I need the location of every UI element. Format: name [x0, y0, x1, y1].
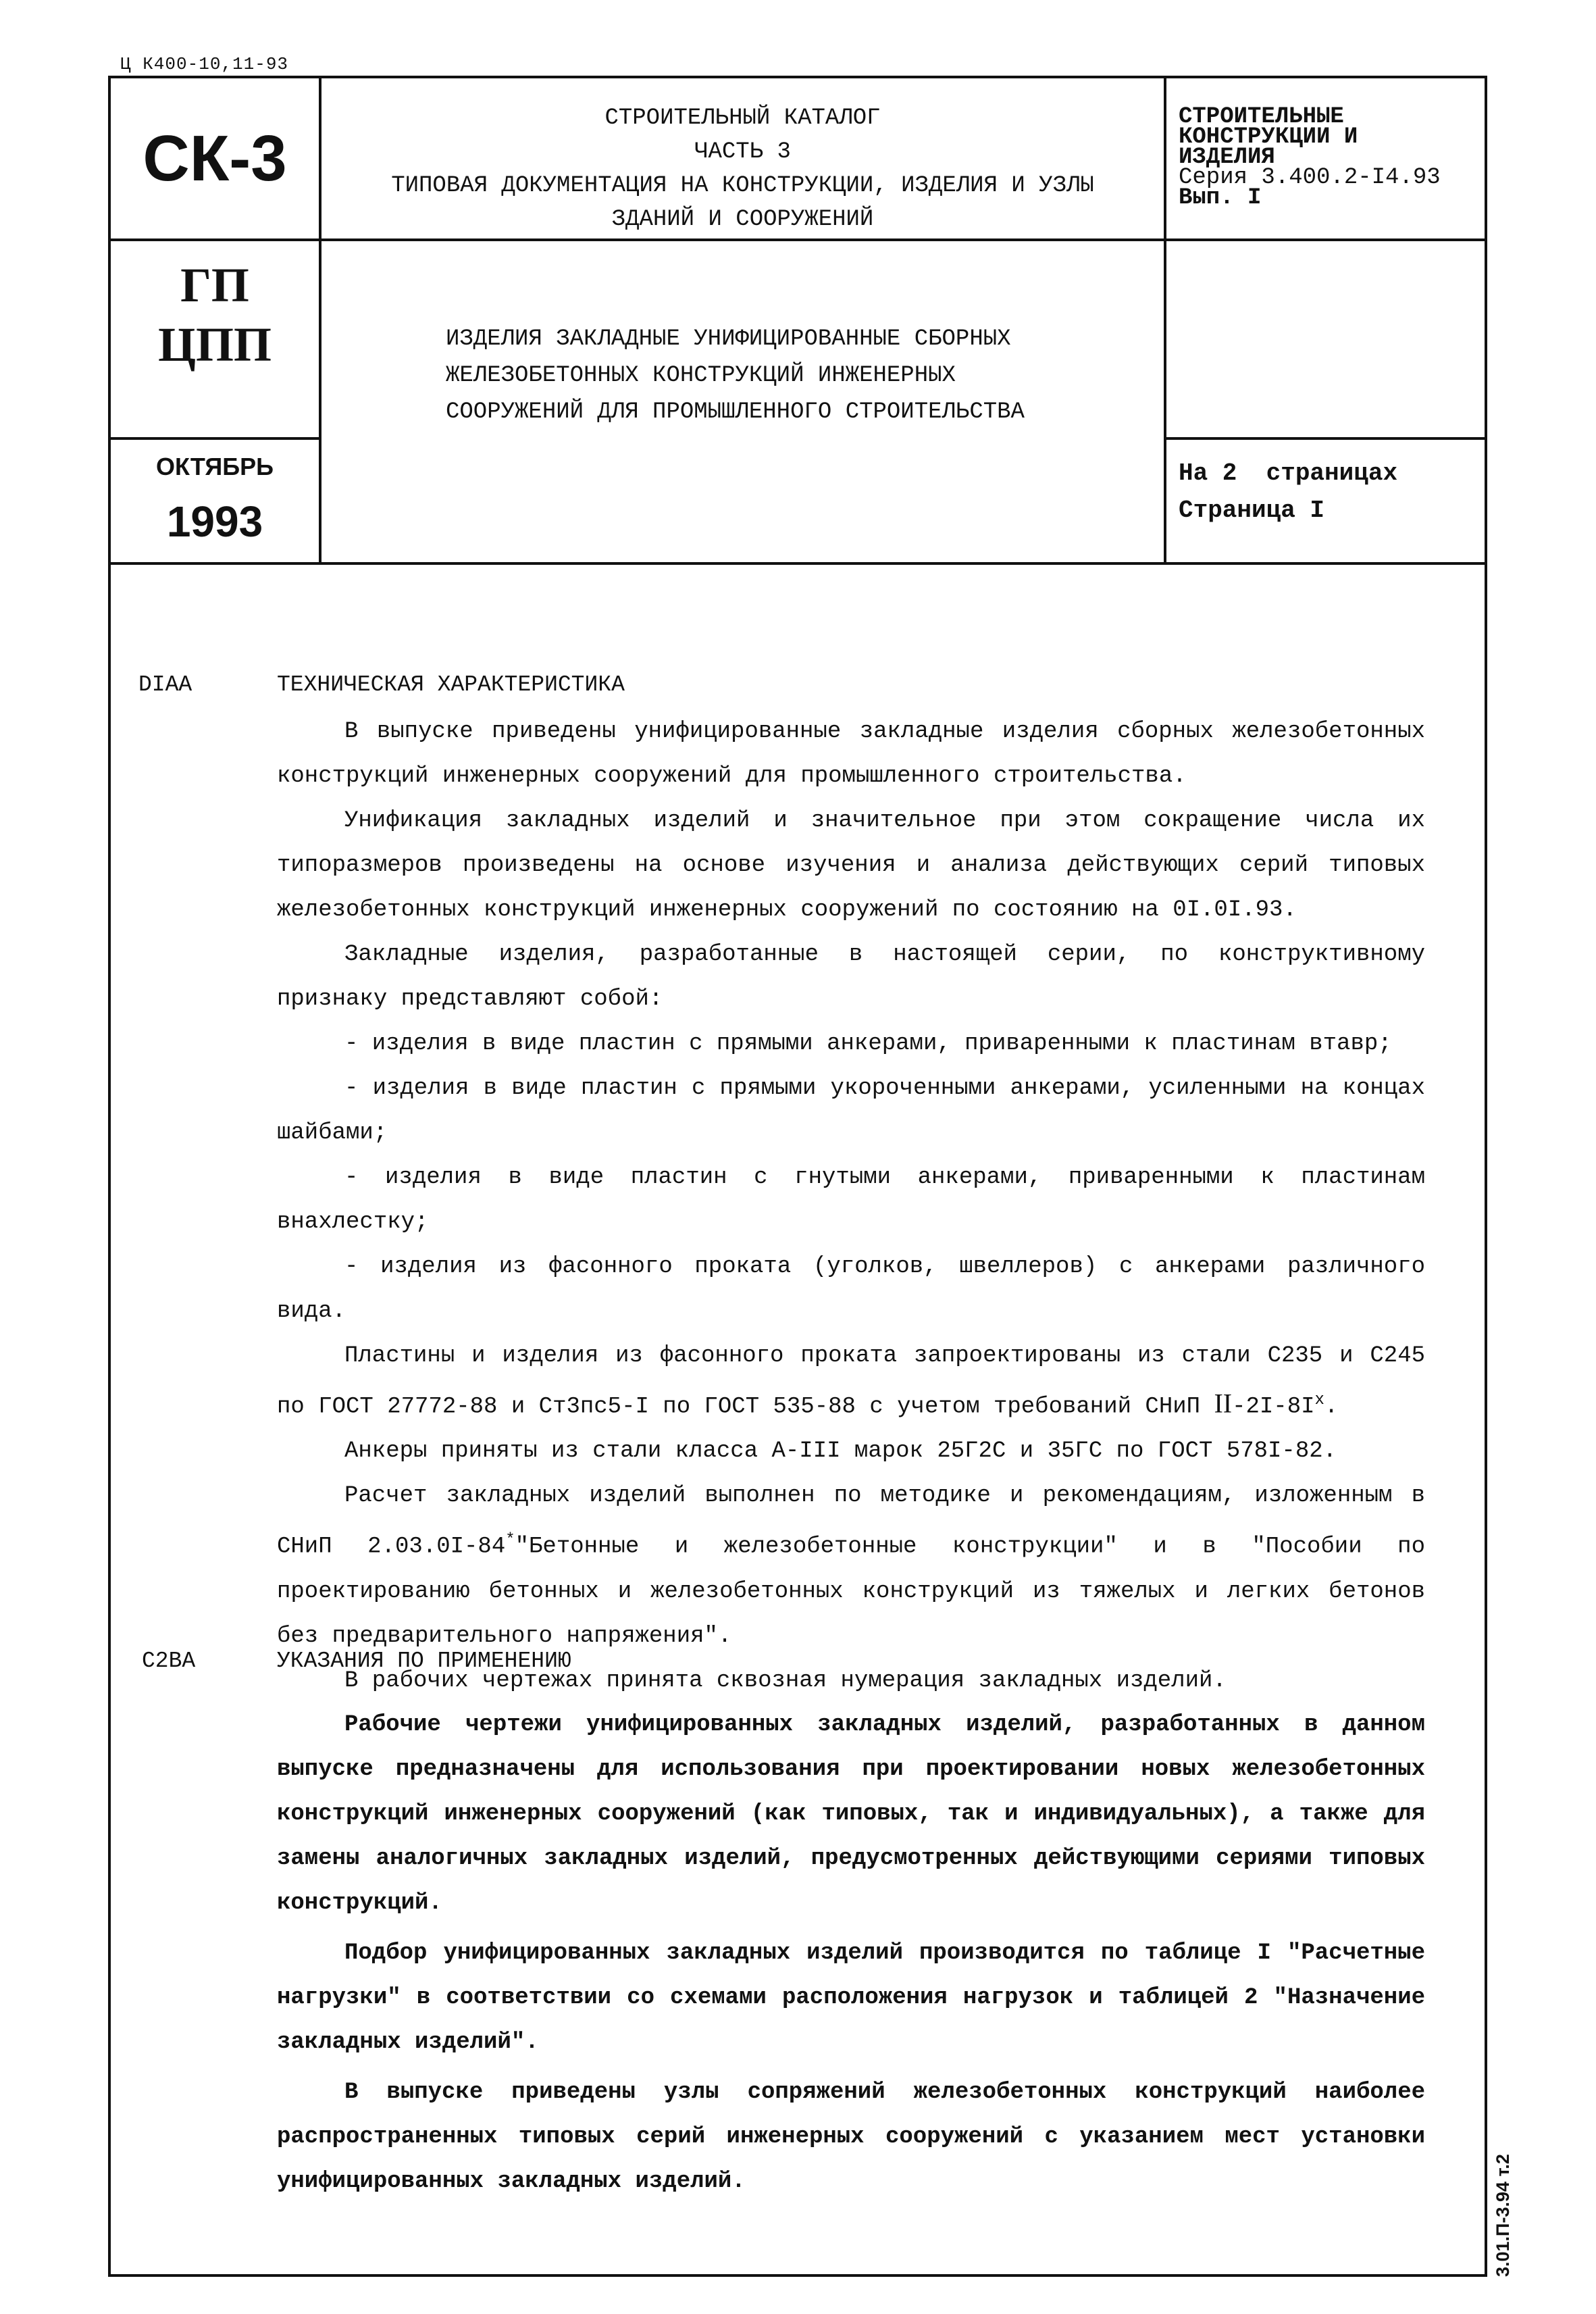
title-line: ИЗДЕЛИЯ ЗАКЛАДНЫЕ УНИФИЦИРОВАННЫЕ СБОРНЫХ	[446, 326, 1011, 352]
catalog-line: ЗДАНИЙ И СООРУЖЕНИЙ	[611, 207, 874, 232]
list-item: - изделия из фасонного проката (уголков, швеллеров) с анкерами различного вида.	[277, 1254, 1425, 1324]
paragraph: Унификация закладных изделий и значительное при этом сокращение числа их типоразмеров произведены на основе изучения и анализа действующих серий типовых железобетонных конструкций инженерных сооружений по состоянию на 0I.0I.93.	[277, 808, 1425, 923]
title-line: СООРУЖЕНИЙ ДЛЯ ПРОМЫШЛЕННОГО СТРОИТЕЛЬСТВА	[446, 399, 1025, 425]
catalog-code: СК-3	[143, 122, 287, 195]
paragraph: Закладные изделия, разработанные в настоящей серии, по конструктивному признаку представляют собой:	[277, 942, 1425, 1012]
text-run: "Бетонные и железобетонные конструкции" и в "Пособии по проектированию бетонных и железобетонных конструкций из тяжелых и легких бетонов без предварительного напряжения".	[277, 1534, 1425, 1649]
section2-code: C2BA	[142, 1649, 196, 1674]
paragraph: В рабочих чертежах принята сквозная нумерация закладных изделий.	[344, 1667, 1227, 1694]
text-run: .	[1324, 1394, 1339, 1420]
paragraph: Подбор унифицированных закладных изделий производится по таблице I "Расчетные нагрузки" в соответствии со схемами расположения нагрузок и таблицей 2 "Назначение закладных изделий".	[277, 1940, 1425, 2055]
paragraph	[277, 1334, 1425, 1429]
header-divider-bottom	[108, 562, 1487, 565]
list-item: - изделия в виде пластин с прямыми укороченными анкерами, усиленными на концах шайбами;	[277, 1076, 1425, 1146]
section-line: ИЗДЕЛИЯ	[1179, 145, 1275, 170]
page-current: Страница I	[1179, 497, 1325, 524]
header-vline-right	[1164, 76, 1166, 563]
section-line: СТРОИТЕЛЬНЫЕ	[1179, 104, 1344, 130]
paragraph: В выпуске приведены узлы сопряжений железобетонных конструкций наиболее распространенных типовых серий инженерных сооружений с указанием мест установки унифицированных закладных изделий.	[277, 2080, 1425, 2194]
section2-title: УКАЗАНИЯ ПО ПРИМЕНЕНИЮ	[277, 1649, 571, 1674]
catalog-line: ТИПОВАЯ ДОКУМЕНТАЦИЯ НА КОНСТРУКЦИИ, ИЗДЕЛИЯ И УЗЛЫ	[391, 173, 1094, 199]
organization-line-1: ГП	[180, 258, 249, 312]
roman-numeral: II	[1214, 1388, 1233, 1419]
section-info	[1179, 104, 1483, 211]
text-run: Расчет закладных изделий выполнен по методике и рекомендациям, изложенным в СНиП 2.03.0I-84	[277, 1483, 1425, 1560]
section1-code: DIAA	[138, 672, 192, 697]
paragraph: В выпуске приведены унифицированные закладные изделия сборных железобетонных конструкций инженерных сооружений для промышленного строительства.	[277, 719, 1425, 789]
pages-total: На 2 страницах	[1179, 459, 1398, 487]
section2-body	[277, 1703, 1425, 2204]
section1-body	[277, 709, 1425, 1703]
superscript: х	[1314, 1391, 1324, 1409]
organization-line-2: ЦПП	[157, 318, 272, 372]
paragraph	[277, 1474, 1425, 1658]
series-number: Серия 3.400.2-I4.93	[1179, 165, 1441, 191]
document-code: Ц К400-10,11-93	[120, 54, 289, 74]
superscript: *	[505, 1531, 515, 1550]
paragraph: Рабочие чертежи унифицированных закладных изделий, разработанных в данном выпуске предназначены для использования при проектировании новых железобетонных конструкций инженерных сооружений (как типовых, так и индивидуальных), а также для замены аналогичных закладных изделий, предусмотренных действующими сериями типовых конструкций.	[277, 1712, 1425, 1916]
paragraph: Анкеры приняты из стали класса А-III марок 25Г2С и 35ГС по ГОСТ 578I-82.	[344, 1438, 1337, 1465]
text-run: -2I-8I	[1232, 1394, 1315, 1420]
list-item: - изделия в виде пластин с гнутыми анкерами, приваренными к пластинам внахлестку;	[277, 1165, 1425, 1235]
catalog-line: СТРОИТЕЛЬНЫЙ КАТАЛОГ	[604, 105, 881, 131]
list-item: - изделия в виде пластин с прямыми анкерами, приваренными к пластинам втавр;	[344, 1031, 1392, 1057]
document-title	[446, 321, 1155, 430]
issue-number: Вып. I	[1179, 185, 1262, 211]
text-run: Пластины и изделия из фасонного проката запроектированы из стали С235 и С245 по ГОСТ 27772-88 и Ст3пс5-I по ГОСТ 535-88 с учетом требований СНиП	[277, 1343, 1425, 1420]
section-line: КОНСТРУКЦИИ И	[1179, 124, 1358, 150]
title-line: ЖЕЛЕЗОБЕТОННЫХ КОНСТРУКЦИЙ ИНЖЕНЕРНЫХ	[446, 363, 956, 388]
section1-title: ТЕХНИЧЕСКАЯ ХАРАКТЕРИСТИКА	[277, 672, 625, 697]
organization	[111, 255, 319, 374]
side-code: 3.01.П-3.94 т.2	[1493, 2154, 1513, 2277]
header-divider-left	[108, 437, 320, 440]
release-month: ОКТЯБРЬ	[155, 453, 274, 480]
header-divider-1	[108, 238, 1487, 241]
header-divider-right	[1164, 437, 1487, 440]
catalog-line: ЧАСТЬ 3	[694, 139, 791, 165]
catalog-title	[321, 101, 1164, 236]
release-year: 1993	[166, 497, 263, 546]
